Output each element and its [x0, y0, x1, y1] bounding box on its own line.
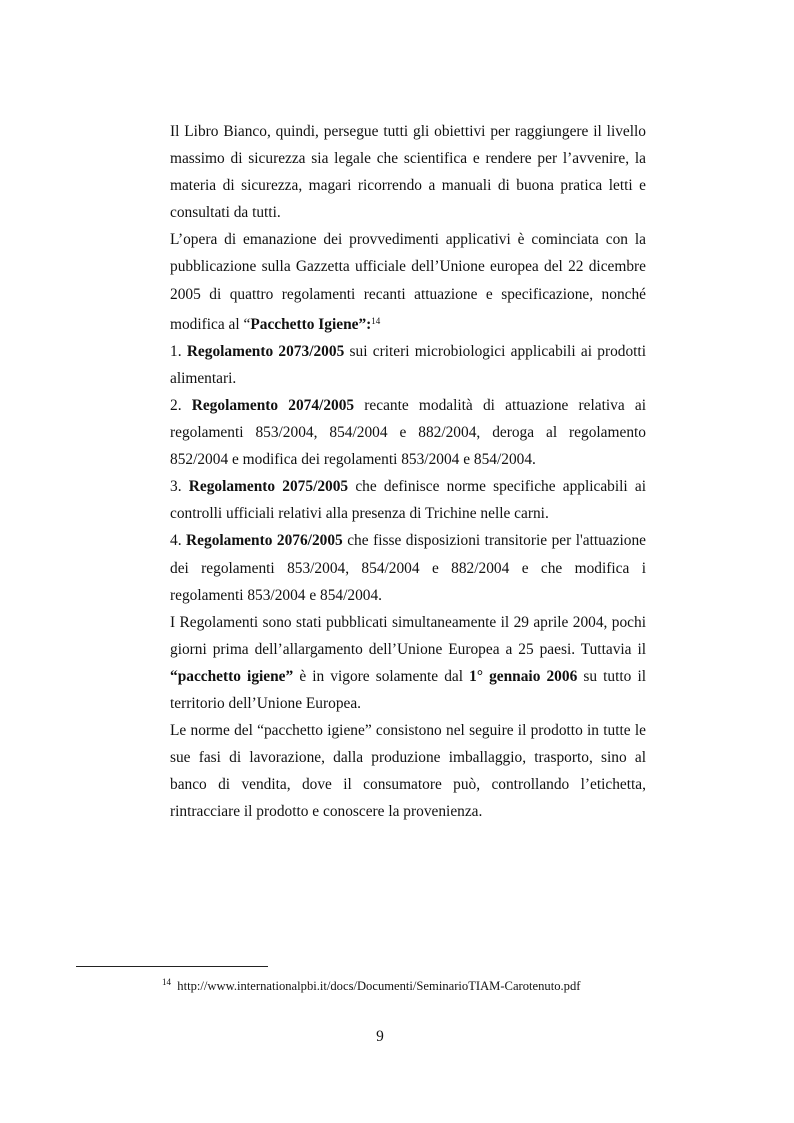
- list-item-regolamento-2074: 2. Regolamento 2074/2005 recante modalità di attuazione relativa ai regolamenti 853/2004, 854/2004 e 882/2004, deroga al regolamento 852/2004 e modifica dei regolamenti 853/2004 e 854/2004.: [170, 396, 646, 469]
- footnote-reference: 14: [371, 315, 381, 326]
- footnote: [162, 974, 580, 994]
- footnote-link[interactable]: http://www.internationalpbi.it/docs/Documenti/SeminarioTIAM-Carotenuto.pdf: [177, 979, 581, 993]
- footnote-number: 14: [162, 977, 171, 987]
- page-number: 9: [376, 1028, 384, 1045]
- pacchetto-igiene-bold: Pacchetto Igiene”:: [250, 315, 372, 333]
- paragraph-norme-pacchetto: Le norme del “pacchetto igiene” consistono nel seguire il prodotto in tutte le sue fasi di lavorazione, dalla produzione imballaggio, trasporto, sino al banco di vendita, dove il consumatore può, controllando l’etichetta, rintracciare il prodotto e conoscere la provenienza.: [170, 722, 646, 821]
- list-item-regolamento-2075: 3. Regolamento 2075/2005 che definisce norme specifiche applicabili ai controlli ufficiali relativi alla presenza di Trichine nelle carni.: [170, 478, 647, 523]
- paragraph-regolamenti-pubblicati: I Regolamenti sono stati pubblicati simultaneamente il 29 aprile 2004, pochi giorni prima dell’allargamento dell’Unione Europea a 25 paesi. Tuttavia il “pacchetto igiene” è in vigore solamente dal 1° gennaio 2006 su tutto il territorio dell’Unione Europea.: [170, 613, 647, 712]
- paragraph-opera-emanazione: L’opera di emanazione dei provvedimenti applicativi è cominciata con la pubblicazione sulla Gazzetta ufficiale dell’Unione europea del 22 dicembre 2005 di quattro regolamenti recanti attuazione e specificazione, nonché modifica al “Pacchetto Igiene”:$^{14}$: [170, 231, 646, 333]
- body-text: [170, 118, 646, 825]
- list-item-regolamento-2076: 4. Regolamento 2076/2005 che fisse disposizioni transitorie per l'attuazione dei regolamenti 853/2004, 854/2004 e 882/2004 e che modifica i regolamenti 853/2004 e 854/2004.: [170, 532, 647, 604]
- paragraph-libro-bianco: Il Libro Bianco, quindi, persegue tutti gli obiettivi per raggiungere il livello massimo di sicurezza sia legale che scientifica e rendere per l’avvenire, la materia di sicurezza, magari ricorrendo a manuali di buona pratica letti e consultati da tutti.: [170, 123, 646, 222]
- footnote-separator: [76, 966, 268, 967]
- list-item-regolamento-2073: 1. Regolamento 2073/2005 sui criteri microbiologici applicabili ai prodotti alimentari.: [170, 342, 646, 387]
